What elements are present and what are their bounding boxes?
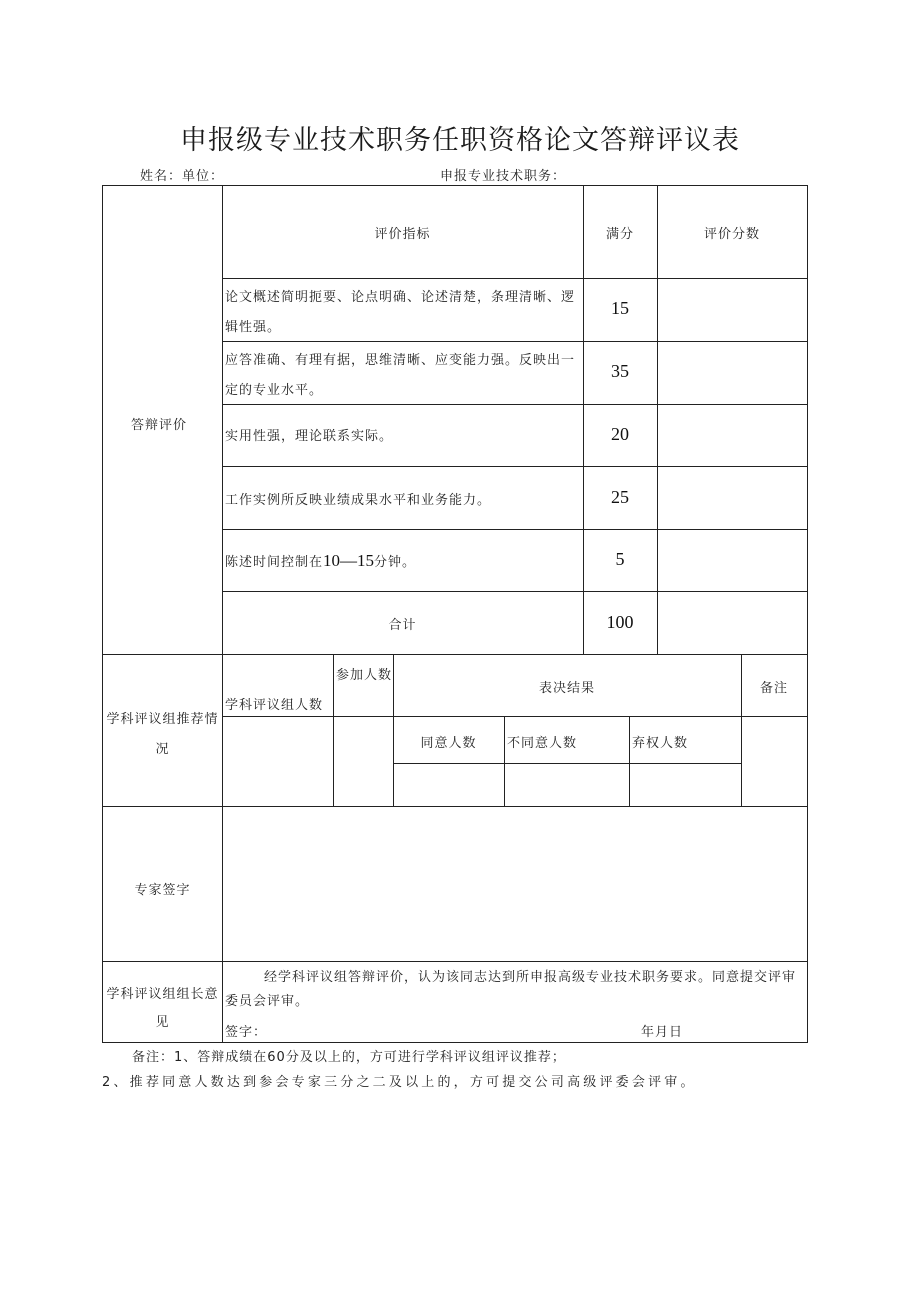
- remark-value[interactable]: [742, 717, 807, 806]
- criterion-5-text-a: 陈述时间控制在: [225, 555, 324, 570]
- disagree-value[interactable]: [505, 764, 629, 806]
- note-2: 2、推荐同意人数达到参会专家三分之二及以上的，方可提交公司高级评委会评审。: [102, 1075, 697, 1090]
- note-1: 备注：1、答辩成绩在60分及以上的，方可进行学科评议组评议推荐；: [132, 1050, 566, 1065]
- criterion-4-text: 工作实例所反映业绩成果水平和业务能力。: [225, 493, 492, 508]
- name-unit-label: 姓名：单位：: [140, 169, 225, 184]
- expert-signature-area[interactable]: [223, 807, 807, 961]
- criterion-2-text: 应答准确、有理有据，思维清晰、应变能力强。反映出一定的专业水平。: [225, 353, 576, 398]
- criterion-3-score[interactable]: [658, 405, 807, 466]
- leader-date-label: 年月日: [641, 1025, 684, 1040]
- criterion-5-max: 5: [615, 549, 625, 569]
- max-score-header: 满分: [605, 227, 634, 242]
- criterion-5-score[interactable]: [658, 530, 807, 591]
- total-label: 合计: [388, 618, 417, 633]
- expert-section-label: 专家签字: [134, 883, 191, 898]
- participants-header: 参加人数: [336, 668, 393, 683]
- criterion-1-max: 15: [611, 298, 629, 318]
- total-max: 100: [606, 612, 634, 632]
- criterion-3-text: 实用性强，理论联系实际。: [225, 429, 394, 444]
- abstain-value[interactable]: [630, 764, 741, 806]
- criterion-3-max: 20: [611, 424, 629, 444]
- criterion-2-score[interactable]: [658, 342, 807, 404]
- participants-value[interactable]: [334, 717, 393, 806]
- defense-section-label: 答辩评价: [131, 418, 188, 433]
- criterion-1-score[interactable]: [658, 279, 807, 341]
- page-title: 申报级专业技术职务任职资格论文答辩评议表: [180, 125, 740, 156]
- criterion-2-max: 35: [611, 361, 629, 381]
- score-header: 评价分数: [703, 227, 760, 242]
- disagree-header: 不同意人数: [507, 736, 578, 751]
- criterion-5-text-b: 分钟。: [374, 555, 417, 570]
- agree-header: 同意人数: [420, 736, 477, 751]
- members-header: 学科评议组人数: [225, 698, 324, 713]
- criterion-5-text: [225, 551, 416, 571]
- agree-value[interactable]: [394, 764, 504, 806]
- criteria-header: 评价指标: [374, 227, 431, 242]
- criterion-5-text-num: 10—15: [323, 551, 375, 570]
- abstain-header: 弃权人数: [632, 736, 689, 751]
- position-label: 申报专业技术职务：: [440, 169, 567, 184]
- members-value[interactable]: [223, 717, 333, 806]
- recommend-section-label: 学科评议组推荐情况: [106, 712, 219, 757]
- leader-opinion-text: 经学科评议组答辩评价，认为该同志达到所申报高级专业技术职务要求。同意提交评审委员会评审。: [225, 970, 797, 1009]
- criterion-4-max: 25: [611, 487, 629, 507]
- result-header: 表决结果: [538, 681, 595, 696]
- total-score[interactable]: [658, 592, 807, 654]
- criterion-4-score[interactable]: [658, 467, 807, 529]
- leader-section-label: 学科评议组组长意见: [106, 987, 219, 1030]
- criterion-1-text: 论文概述简明扼要、论点明确、论述清楚，条理清晰、逻辑性强。: [225, 290, 576, 335]
- leader-sign-label: 签字：: [225, 1025, 268, 1040]
- remark-header: 备注: [759, 681, 788, 696]
